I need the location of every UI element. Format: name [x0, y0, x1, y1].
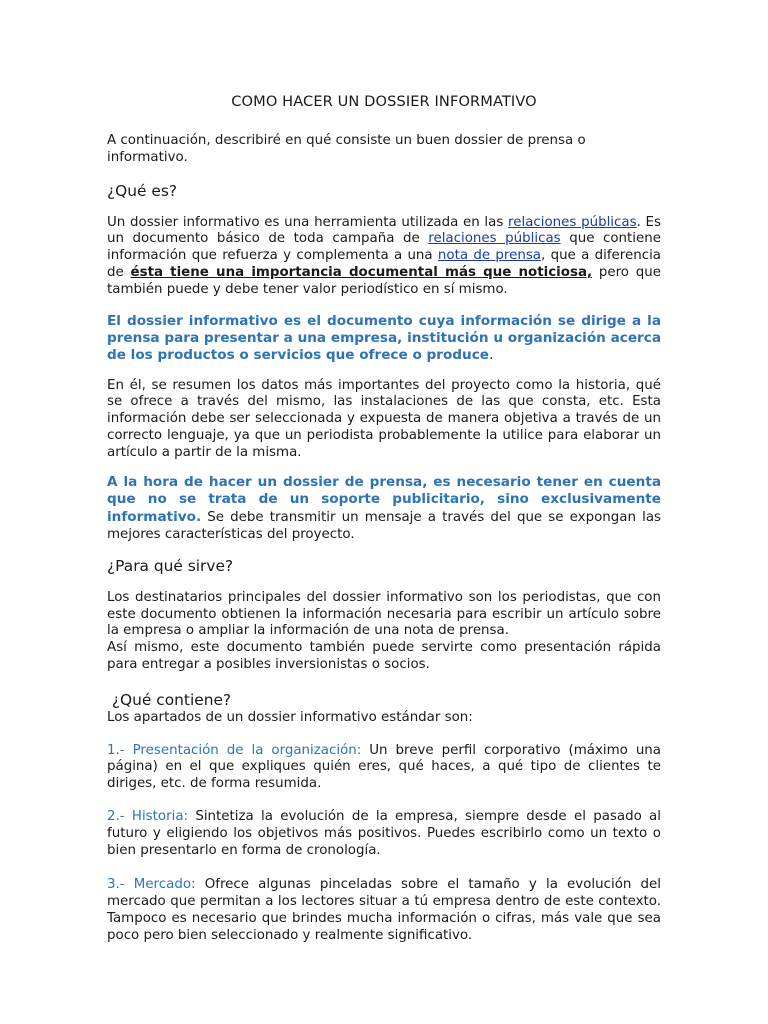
purpose-paragraph — [107, 590, 661, 674]
purpose-text-1: Los destinatarios principales del dossier informativo son los periodistas, que con este documento obtienen la información necesaria para escribir un artículo sobre la empresa o ampliar la información de una nota de prensa. — [107, 589, 661, 639]
link-relaciones-publicas-1[interactable]: relaciones públicas — [508, 214, 637, 230]
summary-paragraph: En él, se resumen los datos más importantes del proyecto como la historia, qué se ofrece a través del mismo, las instalaciones de las que consta, etc. Esta información debe ser seleccionada y expuesta de manera objetiva a través de un correcto lenguaje, ya que un periodista probablemente la utilice para elaborar un artículo a partir de la misma. — [107, 377, 661, 460]
item-text: Un breve perfil corporativo (máximo una página) en el que expliques quién eres, qué haces, a qué tipo de clientes te diriges, etc. de forma resumida. — [107, 742, 661, 792]
heading-para-que: ¿Para qué sirve? — [107, 556, 234, 575]
definition-paragraph — [107, 215, 661, 299]
contents-intro: Los apartados de un dossier informativo estándar son: — [107, 709, 473, 725]
highlight-end: . — [488, 346, 494, 363]
item-label: 2.- Historia: — [107, 808, 189, 824]
highlight-paragraph — [107, 313, 661, 364]
definition-emphasis: ésta tiene una importancia documental más que noticiosa, — [130, 264, 593, 280]
document-title: COMO HACER UN DOSSIER INFORMATIVO — [231, 93, 537, 110]
item-text: Ofrece algunas pinceladas sobre el tamaño y la evolución del mercado que permitan a los lectores situar a tú empresa dentro de este contexto. Tampoco es necesario que brindes mucha información o cifras, más vale que sea poco pero bien seleccionado y realmente significativo. — [107, 877, 662, 943]
heading-contiene: ¿Qué contiene? — [107, 690, 232, 709]
definition-text-a: Un dossier informativo es una herramienta utilizada en las — [107, 214, 509, 230]
definition-text-e: pero que también puede y debe tener valor periodístico en sí mismo. — [107, 264, 661, 297]
advice-highlight: A la hora de hacer un dossier de prensa, es necesario tener en cuenta que no se trata de un soporte publicitario, sino exclusivamente informativo. — [107, 473, 661, 526]
advice-rest: Se debe transmitir un mensaje a través del que se expongan las mejores características del proyecto. — [107, 510, 661, 542]
link-relaciones-publicas-2[interactable]: relaciones públicas — [428, 231, 561, 247]
highlight-text: El dossier informativo es el documento cuya información se dirige a la prensa para presentar a una empresa, institución u organización acerca de los productos o servicios que ofrece o produce — [107, 312, 661, 363]
item-label: 1.- Presentación de la organización: — [107, 742, 362, 758]
list-item-historia — [107, 809, 661, 859]
definition-text-b: . Es un documento básico de toda campaña de — [107, 214, 661, 247]
list-item-presentacion — [107, 743, 661, 793]
link-nota-de-prensa[interactable]: nota de prensa — [437, 248, 542, 264]
definition-text-d: , que a diferencia de — [107, 248, 661, 280]
list-item-mercado — [107, 877, 661, 944]
item-label: 3.- Mercado: — [107, 877, 196, 893]
definition-text-c: que contiene información que refuerza y complementa a una — [107, 231, 661, 264]
purpose-text-2: Así mismo, este documento también puede servirte como presentación rápida para entregar a posibles inversionistas o socios. — [107, 640, 661, 672]
advice-paragraph — [107, 474, 661, 544]
item-text: Sintetiza la evolución de la empresa, siempre desde el pasado al futuro y eligiendo los objetivos más positivos. Puedes escribirlo como un texto o bien presentarlo en forma de cronología. — [107, 808, 661, 858]
intro-paragraph: A continuación, describiré en qué consiste un buen dossier de prensa o informativo. — [107, 133, 586, 165]
heading-que-es: ¿Qué es? — [107, 181, 178, 200]
